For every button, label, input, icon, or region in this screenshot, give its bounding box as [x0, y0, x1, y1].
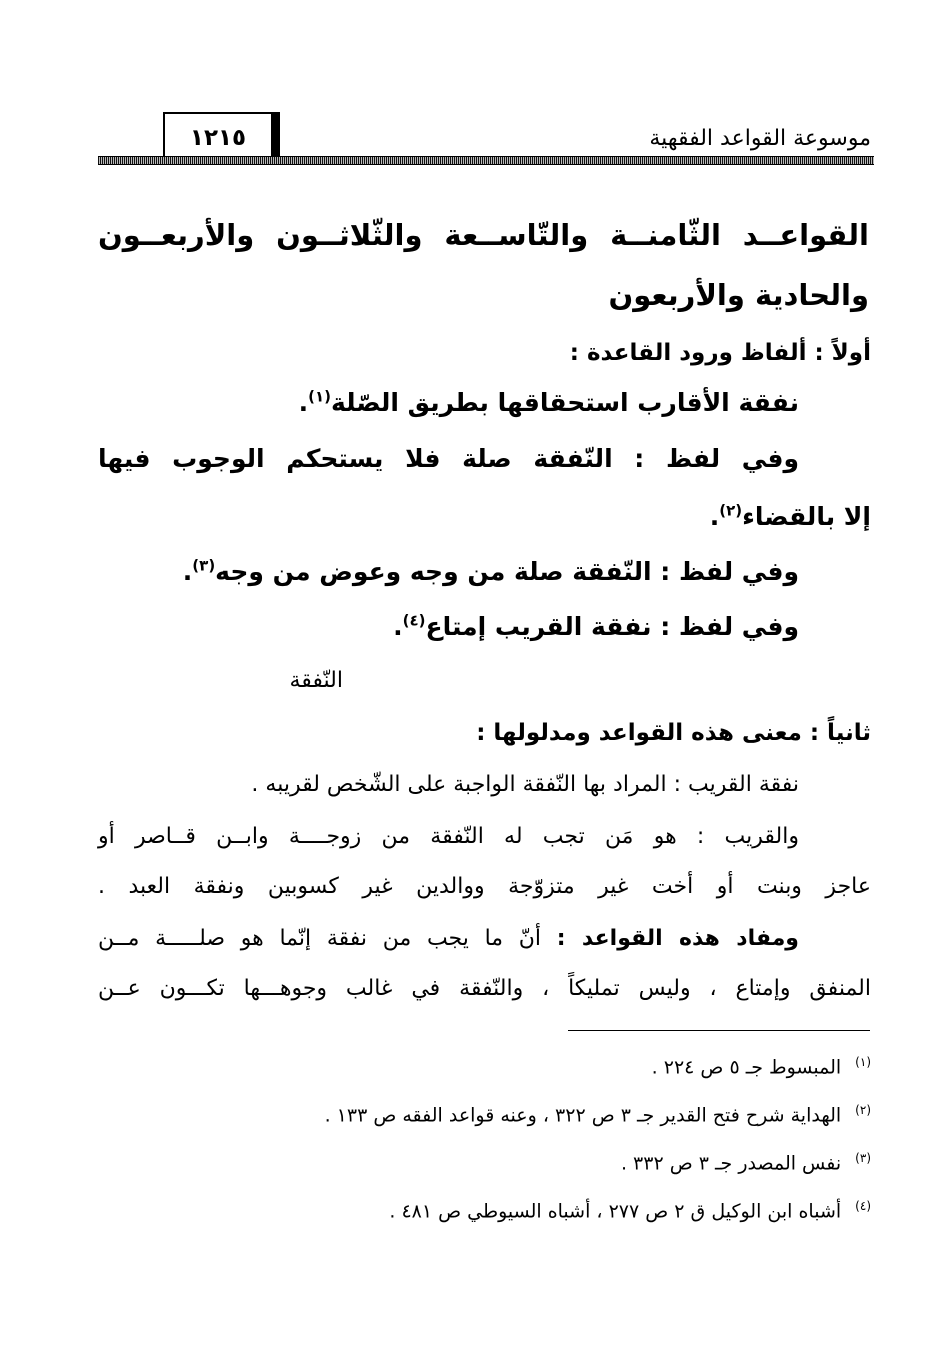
- meaning-text: أنّ ما يجب من نفقة إنّما هو صلـــــة مــن: [98, 926, 542, 951]
- footnote-ref: (٣): [192, 556, 216, 575]
- footnote-ref: (١): [308, 387, 331, 406]
- footnote-text: المبسوط جـ ٥ ص ٢٢٤ .: [651, 1056, 842, 1079]
- footnote-mark: (٣): [855, 1151, 871, 1165]
- meaning-line-3: عاجز وبنت أو أخت غير متزوّجة ووالدين غير كسوبين ونفقة العبد .: [98, 874, 871, 899]
- footnote-4: [389, 1199, 871, 1222]
- quote-end: .: [298, 388, 309, 417]
- footnote-3: [621, 1151, 871, 1174]
- meaning-line-5: المنفق وإمتاع ، وليس تمليكاً ، والنّفقة في غالب وجوهـــها تكـــون عــن: [98, 976, 871, 1001]
- quote-end: .: [709, 502, 720, 531]
- page-number: ١٢١٥: [163, 112, 273, 164]
- quote-line-5: [393, 612, 799, 641]
- footnote-separator: [568, 1030, 870, 1031]
- quote-end: .: [393, 612, 403, 641]
- footnote-mark: (١): [855, 1055, 871, 1069]
- quote-text: إلا بالقضاء: [742, 502, 871, 531]
- section-heading-meaning: ثانياً : معنى هذه القواعد ومدلولها :: [476, 720, 871, 746]
- footnote-2: [325, 1103, 871, 1126]
- quote-line-3: [710, 502, 871, 531]
- quote-line-1: [299, 388, 799, 417]
- header-title: موسوعة القواعد الفقهية: [649, 126, 871, 151]
- footnote-1: [652, 1055, 871, 1078]
- footnote-text: أشباه ابن الوكيل ق ٢ ص ٢٧٧ ، أشباه السيوطي ص ٤٨١ .: [389, 1200, 842, 1223]
- footnote-text: الهداية شرح فتح القدير جـ ٣ ص ٣٢٢ ، وعنه قواعد الفقه ص ١٣٣ .: [324, 1104, 842, 1127]
- meaning-line-4: [98, 926, 799, 951]
- meaning-line-1: نفقة القريب : المراد بها النّفقة الواجبة على الشّخص لقريبه .: [251, 772, 799, 797]
- rule-title-line-1: القواعــد الثّامنــة والتّاســعة والثّلاثــون والأربعــون: [98, 218, 869, 252]
- footnote-mark: (٤): [855, 1199, 871, 1213]
- footnote-ref: (٢): [719, 501, 743, 520]
- lead-bold: ومفاد هذه القواعد :: [556, 926, 799, 951]
- quote-text: وفي لفظ : النّفقة صلة من وجه وعوض من وجه: [215, 557, 799, 586]
- section-heading-wording: أولاً : ألفاظ ورود القاعدة :: [569, 340, 871, 366]
- quote-text: نفقة الأقارب استحقاقها بطريق الصّلة: [331, 388, 799, 417]
- quote-line-4: [183, 557, 799, 586]
- quote-text: وفي لفظ : نفقة القريب إمتاع: [425, 612, 799, 641]
- footnote-mark: (٢): [855, 1103, 871, 1117]
- header-rule: [98, 156, 874, 165]
- quote-line-2: وفي لفظ : النّفقة صلة فلا يستحكم الوجوب فيها: [98, 444, 799, 473]
- footnote-ref: (٤): [402, 611, 426, 630]
- caption-nafaqa: النّفقة: [289, 668, 343, 693]
- rule-title-line-2: والحادية والأربعون: [608, 278, 869, 312]
- meaning-line-2: والقريب : هو مَن تجب له النّفقة من زوجــــة وابــن قــاصر أو: [98, 824, 799, 849]
- quote-end: .: [182, 557, 193, 586]
- footnote-text: نفس المصدر جـ ٣ ص ٣٣٢ .: [620, 1152, 842, 1175]
